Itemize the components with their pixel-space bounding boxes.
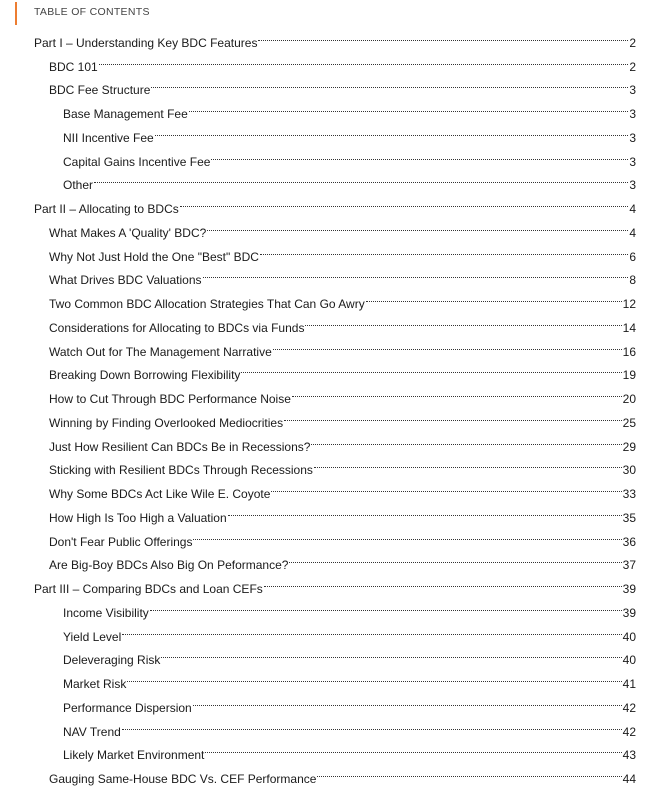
dot-leader xyxy=(289,546,621,570)
dot-leader xyxy=(211,142,628,166)
table-of-contents xyxy=(0,23,653,786)
toc-entry-title[interactable]: Part I – Understanding Key BDC Features xyxy=(34,35,258,50)
dot-leader xyxy=(284,403,622,427)
toc-entry-page[interactable]: 33 xyxy=(622,487,636,501)
dot-leader xyxy=(122,712,622,736)
accent-bar xyxy=(15,2,17,25)
toc-entry-title[interactable]: Income Visibility xyxy=(63,605,149,620)
dot-leader xyxy=(203,261,629,285)
dot-leader xyxy=(292,379,622,403)
toc-entry-page[interactable]: 39 xyxy=(622,605,636,620)
toc-entry-page[interactable]: 3 xyxy=(629,107,636,121)
toc-entry-title[interactable]: Performance Dispersion xyxy=(63,700,192,715)
toc-entry-page[interactable]: 3 xyxy=(629,130,636,145)
dot-leader xyxy=(127,664,621,688)
dot-leader xyxy=(193,688,622,712)
toc-entry-page[interactable]: 40 xyxy=(622,653,636,668)
toc-entry-page[interactable]: 3 xyxy=(629,154,636,169)
toc-entry-title[interactable]: Considerations for Allocating to BDCs via Funds xyxy=(49,320,305,335)
dot-leader xyxy=(193,522,621,546)
toc-entry-page[interactable]: 36 xyxy=(622,534,636,549)
toc-entry-title[interactable]: NII Incentive Fee xyxy=(63,130,154,145)
dot-leader xyxy=(366,284,622,308)
toc-entry-page[interactable]: 2 xyxy=(629,59,636,74)
toc-entry-title[interactable]: How to Cut Through BDC Performance Noise xyxy=(49,392,291,406)
toc-entry-title[interactable]: How High Is Too High a Valuation xyxy=(49,510,227,525)
toc-entry-page[interactable]: 35 xyxy=(622,510,636,525)
toc-entry-title[interactable]: Part III – Comparing BDCs and Loan CEFs xyxy=(34,582,263,596)
toc-entry-title[interactable]: Sticking with Resilient BDCs Through Recessions xyxy=(49,463,313,478)
toc-entry-title[interactable]: Likely Market Environment xyxy=(63,748,205,763)
toc-entry-title[interactable]: Breaking Down Borrowing Flexibility xyxy=(49,368,241,383)
toc-entry-page[interactable]: 14 xyxy=(622,320,636,335)
toc-entry-page[interactable]: 16 xyxy=(622,344,636,359)
dot-leader xyxy=(258,23,628,47)
toc-entry-page[interactable]: 4 xyxy=(629,225,636,240)
dot-leader xyxy=(305,308,621,332)
toc-entry-page[interactable]: 4 xyxy=(629,202,636,216)
toc-entry-title[interactable]: BDC 101 xyxy=(49,59,98,74)
dot-leader xyxy=(205,736,621,760)
toc-entry-page[interactable]: 41 xyxy=(622,677,636,691)
dot-leader xyxy=(150,593,622,617)
toc-entry-title[interactable]: Watch Out for The Management Narrative xyxy=(49,344,272,359)
dot-leader xyxy=(189,94,629,118)
dot-leader xyxy=(260,237,628,261)
toc-entry-page[interactable]: 6 xyxy=(629,249,636,264)
toc-entry-title[interactable]: Why Some BDCs Act Like Wile E. Coyote xyxy=(49,487,271,501)
toc-entry-title[interactable]: Capital Gains Incentive Fee xyxy=(63,154,211,169)
toc-entry-page[interactable]: 39 xyxy=(622,582,636,596)
toc-entry[interactable] xyxy=(0,23,653,50)
toc-entry-page[interactable]: 20 xyxy=(622,392,636,406)
toc-entry-page[interactable]: 19 xyxy=(622,368,636,383)
toc-entry-page[interactable]: 42 xyxy=(622,700,636,715)
toc-entry-title[interactable]: Just How Resilient Can BDCs Be in Recessions? xyxy=(49,439,311,454)
toc-entry-title[interactable]: What Makes A 'Quality' BDC? xyxy=(49,225,207,240)
dot-leader xyxy=(122,617,621,641)
dot-leader xyxy=(151,71,628,95)
toc-entry-title[interactable]: Deleveraging Risk xyxy=(63,653,161,668)
dot-leader xyxy=(241,356,621,380)
dot-leader xyxy=(228,498,622,522)
dot-leader xyxy=(99,47,629,71)
toc-entry-page[interactable]: 29 xyxy=(622,439,636,454)
toc-entry-title[interactable]: Are Big-Boy BDCs Also Big On Peformance? xyxy=(49,558,289,573)
toc-entry-title[interactable]: Two Common BDC Allocation Strategies That Can Go Awry xyxy=(49,297,365,311)
toc-entry-title[interactable]: Market Risk xyxy=(63,677,127,691)
toc-entry-title[interactable]: Yield Level xyxy=(63,629,122,644)
toc-entry-page[interactable]: 30 xyxy=(622,463,636,478)
toc-entry-page[interactable]: 40 xyxy=(622,629,636,644)
toc-entry-title[interactable]: Part II – Allocating to BDCs xyxy=(34,202,179,216)
toc-entry[interactable] xyxy=(0,189,653,216)
toc-heading: TABLE OF CONTENTS xyxy=(34,6,150,18)
toc-entry[interactable] xyxy=(0,166,653,193)
toc-entry[interactable] xyxy=(0,71,653,98)
toc-entry-page[interactable]: 12 xyxy=(622,297,636,311)
toc-entry-title[interactable]: Don't Fear Public Offerings xyxy=(49,534,193,549)
toc-entry-title[interactable]: What Drives BDC Valuations xyxy=(49,273,202,288)
dot-leader xyxy=(317,759,621,783)
dot-leader xyxy=(180,189,629,213)
dot-leader xyxy=(311,427,621,451)
dot-leader xyxy=(161,641,621,665)
toc-entry-page[interactable]: 25 xyxy=(622,415,636,430)
toc-entry-title[interactable]: Other xyxy=(63,178,94,193)
toc-entry-title[interactable]: NAV Trend xyxy=(63,724,121,739)
toc-entry-page[interactable]: 43 xyxy=(622,748,636,763)
toc-entry-page[interactable]: 3 xyxy=(629,83,636,98)
toc-entry[interactable] xyxy=(0,47,653,74)
toc-entry-page[interactable]: 44 xyxy=(622,772,636,786)
dot-leader xyxy=(94,166,628,190)
toc-entry-title[interactable]: Winning by Finding Overlooked Mediocrities xyxy=(49,415,284,430)
toc-entry-page[interactable]: 37 xyxy=(622,558,636,573)
toc-entry-page[interactable]: 3 xyxy=(629,178,636,193)
dot-leader xyxy=(207,213,628,237)
toc-entry-page[interactable]: 8 xyxy=(629,273,636,288)
toc-entry-page[interactable]: 2 xyxy=(629,35,636,50)
toc-entry-title[interactable]: Why Not Just Hold the One "Best" BDC xyxy=(49,249,259,264)
toc-entry-page[interactable]: 42 xyxy=(622,724,636,739)
dot-leader xyxy=(155,118,629,142)
dot-leader xyxy=(271,474,621,498)
toc-entry-title[interactable]: Base Management Fee xyxy=(63,107,188,121)
toc-entry-title[interactable]: BDC Fee Structure xyxy=(49,83,151,98)
dot-leader xyxy=(273,332,622,356)
toc-entry-title[interactable]: Gauging Same-House BDC Vs. CEF Performance xyxy=(49,772,317,786)
dot-leader xyxy=(264,569,622,593)
dot-leader xyxy=(314,451,622,475)
